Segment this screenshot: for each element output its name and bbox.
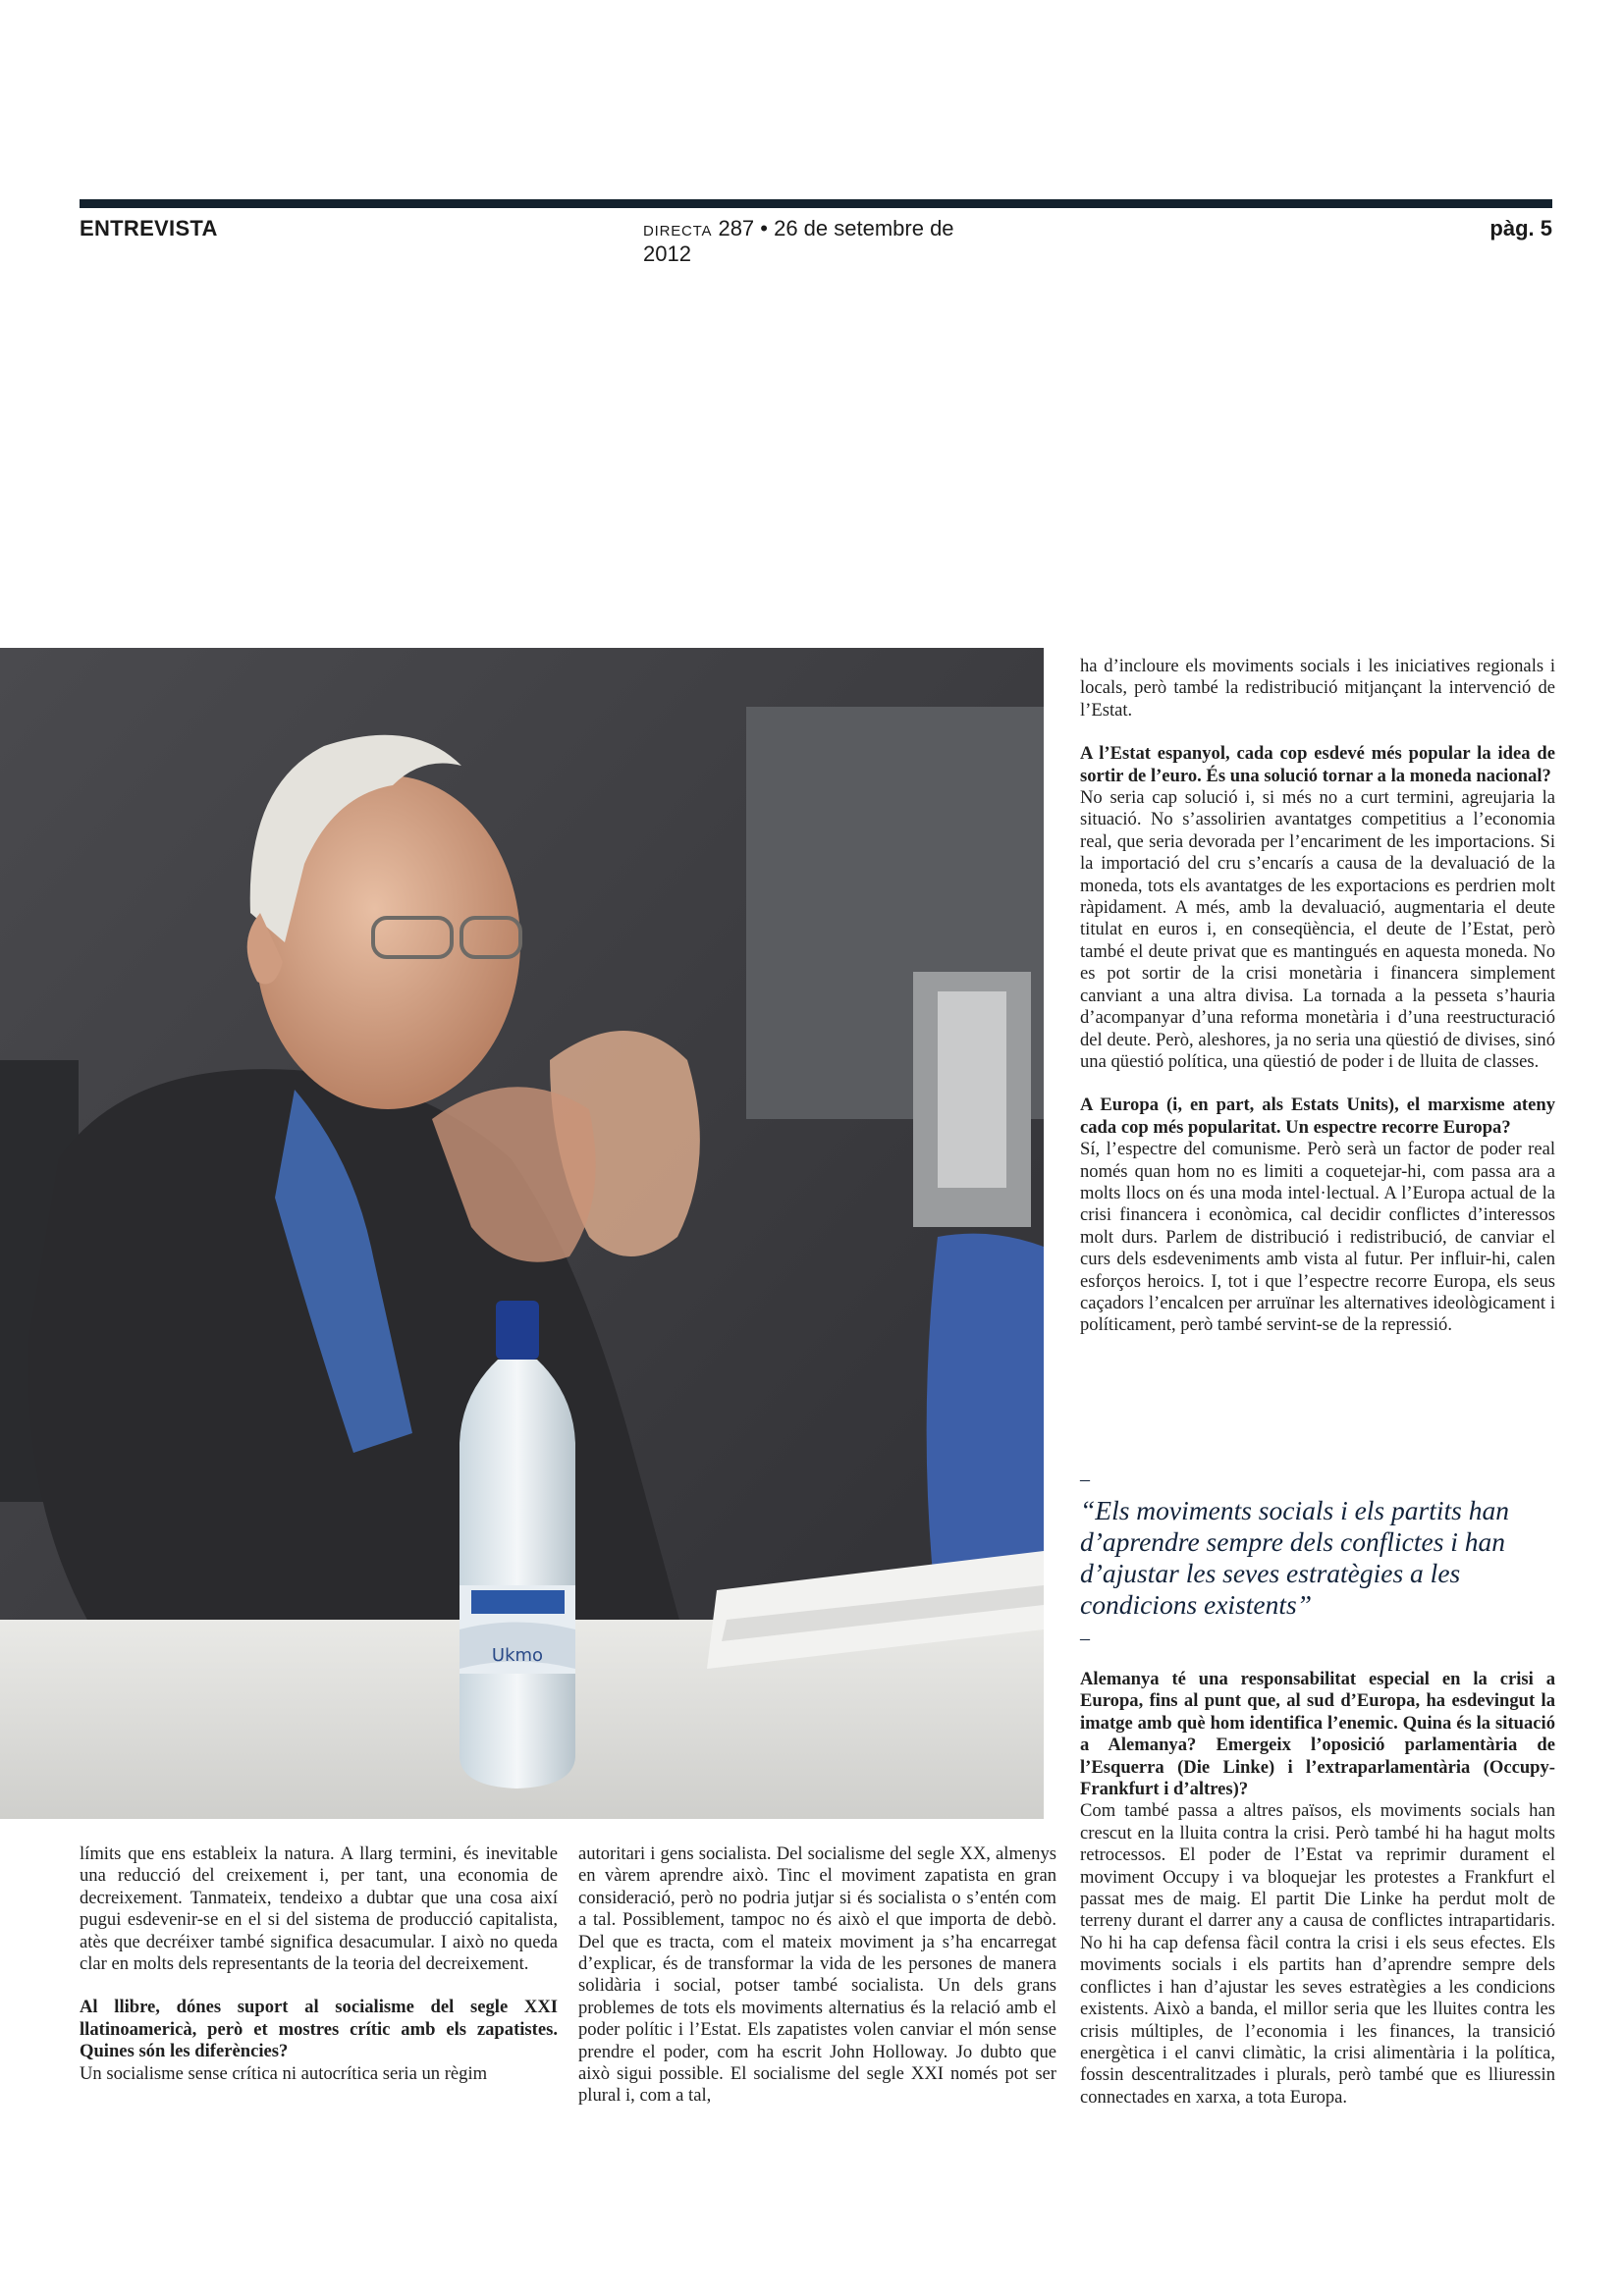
publication-name: DIRECTA (643, 223, 713, 240)
pull-quote-text: “Els moviments socials i els partits han d’aprendre sempre dels conflictes i han d’ajustar les seves estratègies a les condicions existents” (1080, 1495, 1509, 1620)
paragraph: ha d’incloure els moviments socials i les iniciatives regionals i locals, però també la redistribució mitjançant la intervenció de l’Estat. (1080, 656, 1555, 721)
pull-quote-dash-top: – (1080, 1468, 1090, 1490)
bottom-column-1 (80, 1843, 558, 2085)
interview-answer: Com també passa a altres països, els moviments socials han crescut en la lluita contra la crisi. Però també hi ha hagut molts retrocessos. El poder de l’Estat va reprimir durament el moviment Occupy i va bloquejar les protestes a Frankfurt el passat mes de maig. El partit Die Linke ha perdut molt de terreny durant el darrer any a causa de conflictes intrapartidaris. No hi ha cap defensa fàcil contra la crisi i els seus efectes. Els moviments socials i els partits han d’aprendre sempre dels conflictes i han d’ajustar les seves estratègies a les condicions existents. Això a banda, el millor seria que les lluites contra les crisis múltiples, de l’economia i les finances, la transició energètica i el canvi climàtic, la crisi alimentària i la política, fossin descentralitzades i plurals, però també que es lliuressin connectades en xarxa, a tota Europa. (1080, 1800, 1555, 2108)
bottle-label: Ukmo (491, 1645, 544, 1666)
interview-answer: Un socialisme sense crítica ni autocrítica seria un règim (80, 2062, 488, 2084)
issue-info (643, 216, 997, 267)
right-column (1080, 656, 1555, 1337)
pull-quote (1080, 1469, 1555, 1648)
right-column-lower (1080, 1669, 1555, 2109)
bottom-column-2 (578, 1843, 1056, 2108)
interview-question: Al llibre, dónes suport al socialisme del segle XXI llatinoamericà, però et mostres crític amb els zapatistes. Quines són les diferències? (80, 1997, 558, 2062)
interview-answer: Sí, l’espectre del comunisme. Però serà un factor de poder real només quan hom no es limiti a coquetejar-hi, com passa ara a molts llocs on és una moda intel·lectual. A l’Europa actual de la crisi financera i econòmica, cal decidir conflictes d’interessos molt durs. Parlem de distribució i redistribució, de canviar el curs dels esdeveniments amb vista al futur. Per influir-hi, calen esforços heroics. I, tot i que l’espectre recorre Europa, els seus caçadors l’encalcen per arruïnar les alternatives ideològicament i políticament, però també servint-se de la repressió. (1080, 1139, 1555, 1336)
interview-question: A l’Estat espanyol, cada cop esdevé més popular la idea de sortir de l’euro. És una solució tornar a la moneda nacional? (1080, 743, 1555, 786)
section-label: ENTREVISTA (80, 216, 218, 240)
paragraph: límits que ens estableix la natura. A llarg termini, és inevitable una reducció del creixement i, per tant, una economia de decreixement. Tanmateix, tendeixo a dubtar que una cosa així pugui esdevenir-se en el si del sistema de producció capitalista, atès que decréixer també significa desacumular. I això no queda clar en molts dels representants de la teoria del decreixement. (80, 1843, 558, 1975)
header-rule (80, 199, 1552, 208)
interview-answer: No seria cap solució i, si més no a curt termini, agreujaria la situació. No s’assolirien avantatges competitius a l’economia real, que seria devorada per l’encariment de les importacions. Si la importació del cru s’encarís a causa de la devaluació de la moneda, tots els avantatges de les exportacions es perdrien molt ràpidament. A més, amb la devaluació, augmentaria el deute titulat en euros i, en conseqüència, el deute de l’Estat, però també el deute privat que es mantingués en aquesta moneda. No es pot sortir de la crisi monetària i financera simplement canviant a una altra divisa. La tornada a la pesseta s’hauria d’acompanyar d’una reforma monetària i d’una reestructuració del deute. Però, aleshores, ja no seria una qüestió de divises, sinó una qüestió política, una qüestió de poder i de lluita de classes. (1080, 787, 1555, 1072)
interview-question: Alemanya té una responsabilitat especial en la crisi a Europa, fins al punt que, al sud d’Europa, ha esdevingut la imatge amb què hom identifica l’enemic. Quina és la situació a Alemanya? Emergeix l’oposició parlamentària de l’Esquerra (Die Linke) i l’extraparlamentària (Occupy-Frankfurt i d’altres)? (1080, 1669, 1555, 1800)
issue-date: 287 • 26 de setembre de 2012 (643, 216, 954, 266)
pull-quote-dash-bottom: – (1080, 1628, 1090, 1649)
paragraph: autoritari i gens socialista. Del socialisme del segle XX, almenys en vàrem aprendre això. Tinc el moviment zapatista en gran consideració, però no podria jutjar si és socialista o s’entén com a tal. Possiblement, tampoc no és això el que importa de debò. Del que es tracta, com el mateix moviment ja s’ha encarregat d’explicar, és de transformar la vida de les persones de manera solidària i social, potser també socialista. Un dels grans problemes de tots els moviments alternatius és la relació amb el poder polític i l’Estat. Els zapatistes volen canviar el món sense prendre el poder, com ha escrit John Holloway. Jo dubto que això sigui possible. El socialisme del segle XXI només pot ser plural i, com a tal, (578, 1843, 1056, 2107)
interview-question: A Europa (i, en part, als Estats Units), el marxisme ateny cada cop més popularitat. Un espectre recorre Europa? (1080, 1095, 1555, 1138)
interview-photo (0, 648, 1044, 1819)
page-number: pàg. 5 (1489, 216, 1552, 240)
